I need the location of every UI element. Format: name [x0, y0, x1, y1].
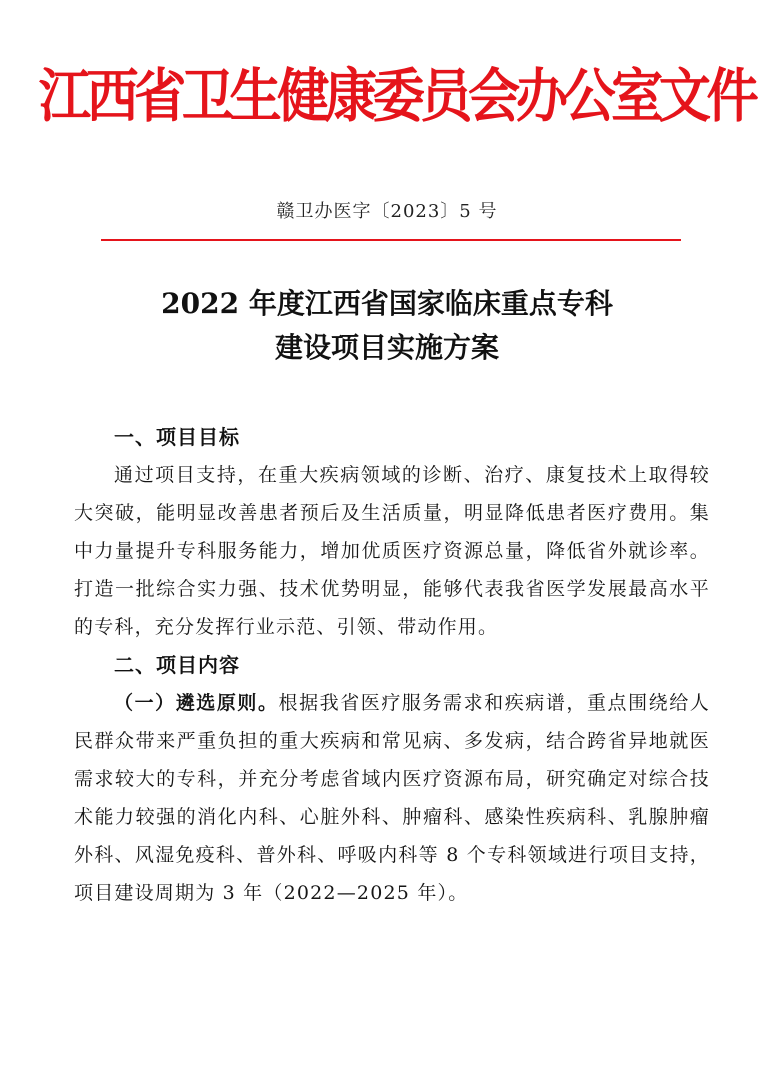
section-paragraph-content: [74, 684, 710, 912]
document-body: [74, 418, 710, 912]
document-number: 赣卫办医字〔2023〕5 号: [276, 201, 498, 222]
section-heading-content: 二、项目内容: [114, 653, 240, 677]
red-divider-line: [101, 239, 681, 241]
selection-principle-text: 根据我省医疗服务需求和疾病谱，重点围绕给人民群众带来严重负担的重大疾病和常见病、多发病，结合跨省异地就医需求较大的专科，并充分考虑省域内医疗资源布局，研究确定对综合技术能力较强的消化内科、心脏外科、肿瘤科、感染性疾病科、乳腺肿瘤外科、风湿免疫科、普外科、呼吸内科等 8 个专科领域进行项目支持，项目建设周期为 3 年（2022—2025 年）。: [74, 692, 710, 904]
document-title: [0, 282, 774, 370]
document-title-line-2: 建设项目实施方案: [274, 331, 499, 364]
section-paragraph-goals: 通过项目支持，在重大疾病领域的诊断、治疗、康复技术上取得较大突破，能明显改善患者预后及生活质量，明显降低患者医疗费用。集中力量提升专科服务能力，增加优质医疗资源总量，降低省外就诊率。打造一批综合实力强、技术优势明显，能够代表我省医学发展最高水平的专科，充分发挥行业示范、引领、带动作用。: [74, 464, 710, 638]
document-title-line-1: 2022 年度江西省国家临床重点专科: [161, 287, 613, 320]
sub-heading-selection-principle: （一）遴选原则。: [114, 692, 279, 714]
section-heading-goals: 一、项目目标: [114, 425, 240, 449]
issuer-header-title: 江西省卫生健康委员会办公室文件: [38, 62, 755, 130]
